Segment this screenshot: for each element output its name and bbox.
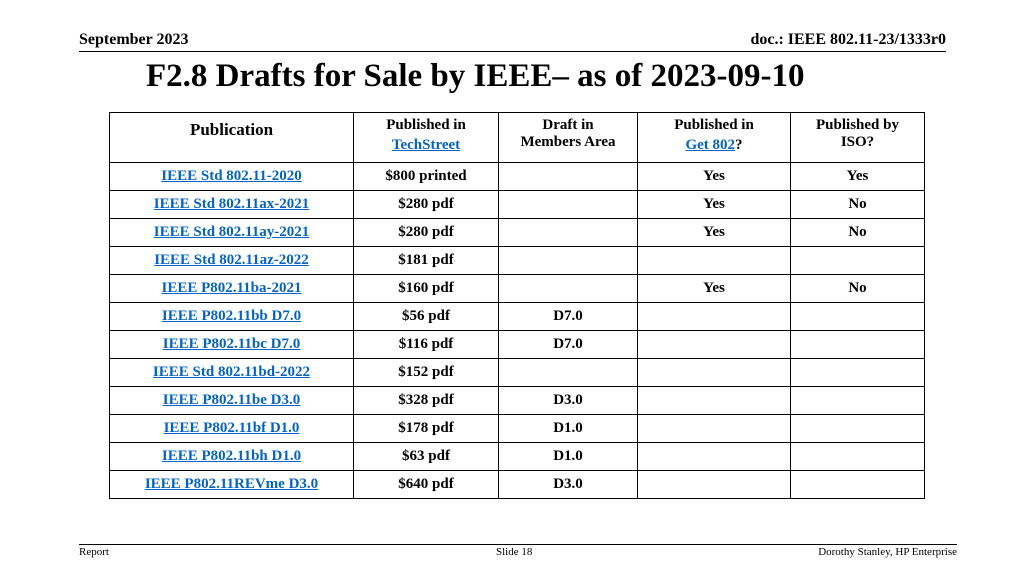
column-header-members-line2: Members Area	[520, 134, 616, 150]
table-row	[110, 415, 925, 443]
members-area-cell	[499, 219, 638, 247]
techstreet-price-cell: $160 pdf	[354, 275, 499, 303]
publication-link[interactable]: IEEE P802.11bf D1.0	[163, 420, 300, 436]
members-area-cell: D7.0	[499, 331, 638, 359]
members-area-cell: D3.0	[499, 387, 638, 415]
publication-cell	[110, 219, 354, 247]
get802-link[interactable]: Get 802	[685, 137, 736, 153]
techstreet-price-cell: $56 pdf	[354, 303, 499, 331]
column-header-iso-line1: Published by	[816, 117, 899, 133]
members-area-cell: D7.0	[499, 303, 638, 331]
publication-link[interactable]: IEEE P802.11ba-2021	[161, 280, 302, 296]
footer-divider	[79, 544, 957, 545]
get802-cell: Yes	[638, 163, 791, 191]
table-row	[110, 163, 925, 191]
publication-cell	[110, 443, 354, 471]
table-row	[110, 387, 925, 415]
publication-link[interactable]: IEEE P802.11bh D1.0	[161, 448, 302, 464]
get802-cell	[638, 331, 791, 359]
get802-cell	[638, 247, 791, 275]
get802-cell: Yes	[638, 219, 791, 247]
get802-cell	[638, 471, 791, 499]
table-row	[110, 247, 925, 275]
publication-link[interactable]: IEEE P802.11bc D7.0	[162, 336, 301, 352]
get802-cell: Yes	[638, 275, 791, 303]
column-header-publication: Publication	[110, 113, 354, 163]
techstreet-price-cell: $800 printed	[354, 163, 499, 191]
publication-link[interactable]: IEEE Std 802.11-2020	[161, 168, 302, 184]
publication-link[interactable]: IEEE Std 802.11ax-2021	[153, 196, 310, 212]
slide-title: F2.8 Drafts for Sale by IEEE– as of 2023-09-10	[146, 58, 805, 94]
iso-cell: No	[791, 219, 925, 247]
publication-link[interactable]: IEEE P802.11be D3.0	[162, 392, 301, 408]
publication-cell	[110, 303, 354, 331]
column-header-iso-line2: ISO?	[840, 134, 875, 150]
members-area-cell	[499, 247, 638, 275]
table-row	[110, 219, 925, 247]
publication-cell	[110, 415, 354, 443]
table-row	[110, 331, 925, 359]
iso-cell: No	[791, 191, 925, 219]
get802-cell	[638, 303, 791, 331]
table-body	[110, 163, 925, 499]
techstreet-price-cell: $328 pdf	[354, 387, 499, 415]
header-date: September 2023	[79, 31, 189, 48]
iso-cell: No	[791, 275, 925, 303]
iso-cell	[791, 443, 925, 471]
table-header-row	[110, 113, 925, 163]
techstreet-price-cell: $280 pdf	[354, 191, 499, 219]
members-area-cell	[499, 191, 638, 219]
column-header-techstreet	[354, 113, 499, 163]
publication-link[interactable]: IEEE Std 802.11az-2022	[154, 252, 309, 268]
column-header-techstreet-prefix: Published in	[386, 117, 466, 133]
get802-cell	[638, 359, 791, 387]
publication-cell	[110, 359, 354, 387]
techstreet-price-cell: $116 pdf	[354, 331, 499, 359]
drafts-table	[109, 112, 925, 499]
publication-cell	[110, 247, 354, 275]
column-header-members-line1: Draft in	[542, 117, 594, 133]
iso-cell	[791, 359, 925, 387]
publication-cell	[110, 163, 354, 191]
publication-cell	[110, 275, 354, 303]
get802-question-mark: ?	[735, 137, 743, 153]
publication-link[interactable]: IEEE P802.11REVme D3.0	[144, 476, 319, 492]
iso-cell	[791, 247, 925, 275]
members-area-cell	[499, 275, 638, 303]
techstreet-price-cell: $280 pdf	[354, 219, 499, 247]
publication-cell	[110, 387, 354, 415]
publication-link[interactable]: IEEE Std 802.11bd-2022	[152, 364, 311, 380]
table-row	[110, 191, 925, 219]
members-area-cell: D3.0	[499, 471, 638, 499]
techstreet-link[interactable]: TechStreet	[391, 137, 461, 153]
table-row	[110, 359, 925, 387]
iso-cell	[791, 387, 925, 415]
techstreet-price-cell: $181 pdf	[354, 247, 499, 275]
techstreet-price-cell: $640 pdf	[354, 471, 499, 499]
get802-cell: Yes	[638, 191, 791, 219]
header-divider	[79, 51, 946, 52]
publication-link[interactable]: IEEE Std 802.11ay-2021	[153, 224, 310, 240]
members-area-cell: D1.0	[499, 443, 638, 471]
slide-number: Slide 18	[496, 546, 533, 558]
table-row	[110, 471, 925, 499]
techstreet-price-cell: $178 pdf	[354, 415, 499, 443]
members-area-cell: D1.0	[499, 415, 638, 443]
table-row	[110, 443, 925, 471]
iso-cell: Yes	[791, 163, 925, 191]
footer-left: Report	[79, 546, 109, 558]
header-doc-number: doc.: IEEE 802.11-23/1333r0	[750, 31, 946, 48]
publication-cell	[110, 471, 354, 499]
publication-cell	[110, 191, 354, 219]
table-row	[110, 275, 925, 303]
column-header-iso	[791, 113, 925, 163]
iso-cell	[791, 331, 925, 359]
table-row	[110, 303, 925, 331]
column-header-get802-prefix: Published in	[674, 117, 754, 133]
get802-cell	[638, 387, 791, 415]
techstreet-price-cell: $63 pdf	[354, 443, 499, 471]
get802-cell	[638, 443, 791, 471]
iso-cell	[791, 415, 925, 443]
publication-cell	[110, 331, 354, 359]
publication-link[interactable]: IEEE P802.11bb D7.0	[161, 308, 302, 324]
column-header-members-area	[499, 113, 638, 163]
members-area-cell	[499, 163, 638, 191]
techstreet-price-cell: $152 pdf	[354, 359, 499, 387]
iso-cell	[791, 303, 925, 331]
footer-author: Dorothy Stanley, HP Enterprise	[818, 546, 957, 558]
iso-cell	[791, 471, 925, 499]
members-area-cell	[499, 359, 638, 387]
column-header-get802	[638, 113, 791, 163]
get802-cell	[638, 415, 791, 443]
